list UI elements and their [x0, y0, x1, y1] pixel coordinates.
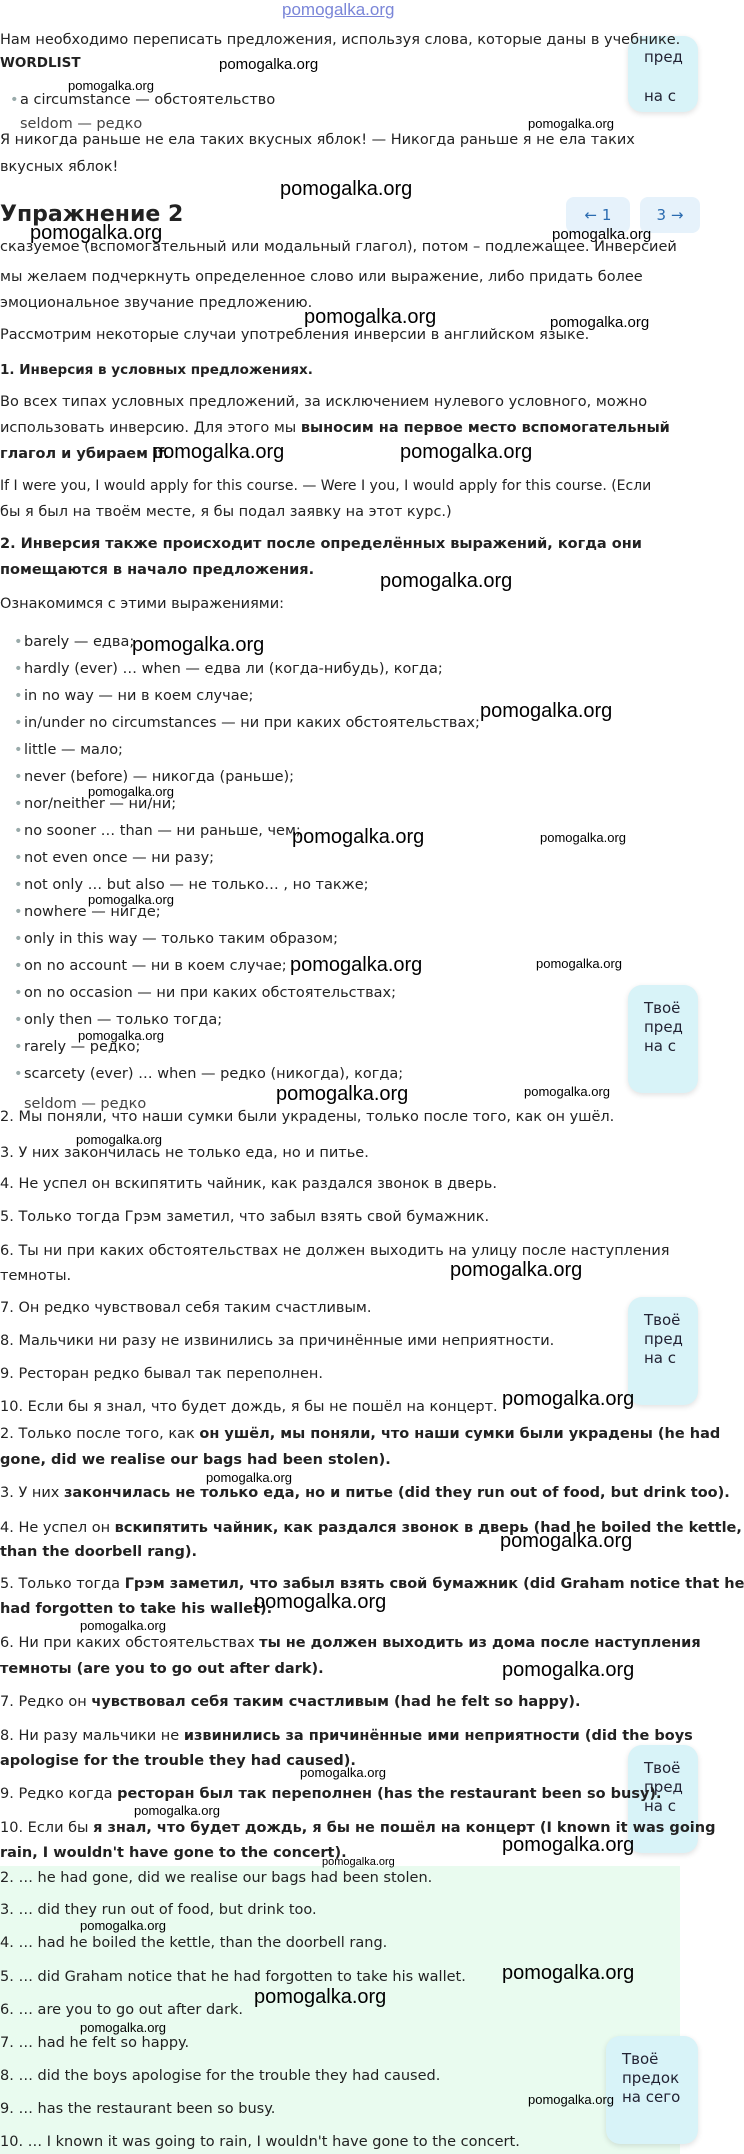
watermark: pomogalka.org: [500, 1530, 633, 1552]
explained-line: [0, 1483, 730, 1503]
watermark: pomogalka.org: [254, 1591, 387, 1613]
answer-line: 5. … did Graham notice that he had forgotten to take his wallet.: [0, 1969, 466, 1985]
theory-text: мы желаем подчеркнуть определенное слово или выражение, либо придать более: [0, 269, 643, 285]
side-promo-text: Твоё: [622, 2050, 659, 2068]
pager-next-button[interactable]: 3 →: [640, 197, 700, 233]
explained-part: 9. Редко когда: [0, 1786, 118, 1802]
watermark: pomogalka.org: [536, 956, 622, 971]
watermark: pomogalka.org: [219, 56, 319, 73]
answer-line: 3. … did they run out of food, but drink too.: [0, 1902, 317, 1918]
watermark: pomogalka.org: [80, 1618, 166, 1633]
watermark: pomogalka.org: [80, 1918, 166, 1933]
theory-heading: 1. Инверсия в условных предложениях.: [0, 362, 313, 378]
translation-line: 2. Мы поняли, что наши сумки были украдены, только после того, как он ушёл.: [0, 1109, 615, 1125]
explained-line: [0, 1633, 701, 1653]
watermark: pomogalka.org: [502, 1659, 635, 1681]
translation-line: 8. Мальчики ни разу не извинились за причинённые ими неприятности.: [0, 1333, 555, 1349]
translation-line: 5. Только тогда Грэм заметил, что забыл взять свой бумажник.: [0, 1209, 490, 1225]
watermark: pomogalka.org: [552, 226, 652, 243]
explained-bold: он ушёл, мы поняли, что наши сумки были украдены (he had: [199, 1426, 721, 1442]
explained-bold: чувствовал себя таким счастливым (had he felt so happy).: [91, 1694, 581, 1710]
theory-text-bold: выносим на первое место вспомогательный: [300, 420, 670, 436]
side-promo-text: пред: [644, 1778, 683, 1796]
explained-bold: apologise for the trouble they had caused).: [0, 1753, 356, 1769]
theory-text: [0, 418, 670, 438]
theory-text: Рассмотрим некоторые случаи употребления инверсии в английском языке.: [0, 327, 590, 343]
answer-line: 4. … had he boiled the kettle, than the doorbell rang.: [0, 1935, 388, 1951]
watermark: pomogalka.org: [276, 1083, 409, 1105]
translation-line: 3. У них закончилась не только еда, но и питье.: [0, 1145, 369, 1161]
watermark: pomogalka.org: [304, 306, 437, 328]
explained-bold: had forgotten to take his wallet).: [0, 1601, 273, 1617]
watermark: pomogalka.org: [68, 78, 154, 93]
translation-line: 10. Если бы я знал, что будет дождь, я бы не пошёл на концерт.: [0, 1399, 498, 1415]
watermark: pomogalka.org: [152, 441, 285, 463]
example-sentence: вкусных яблок!: [0, 159, 119, 175]
watermark: pomogalka.org: [80, 2020, 166, 2035]
theory-heading: 2. Инверсия также происходит после определённых выражений, когда они: [0, 536, 642, 552]
explained-bold: rain, I wouldn't have gone to the concert).: [0, 1845, 347, 1861]
theory-text-bold: глагол и убираем if.: [0, 446, 170, 462]
watermark: pomogalka.org: [524, 1084, 610, 1099]
watermark: pomogalka.org: [206, 1470, 292, 1485]
watermark: pomogalka.org: [322, 1856, 395, 1868]
expression-item: • in no way — ни в коем случае;: [24, 686, 253, 706]
expression-item: • not only … but also — не только… , но также;: [24, 875, 369, 895]
wordlist-item: • a circumstance — обстоятельство: [20, 90, 275, 110]
watermark: pomogalka.org: [132, 634, 265, 656]
expression-item: • not even once — ни разу;: [24, 848, 214, 868]
wordlist-item-clipped: seldom — редко: [20, 116, 143, 132]
side-promo-text: Твоё: [644, 1759, 681, 1777]
side-promo-text: предок: [622, 2069, 680, 2087]
expression-item: • nor/neither — ни/ни;: [24, 794, 176, 814]
watermark: pomogalka.org: [290, 954, 423, 976]
side-promo-text: пред: [644, 1018, 683, 1036]
explained-part: 4. Не успел он: [0, 1520, 115, 1536]
example-sentence: Я никогда раньше не ела таких вкусных яблок! — Никогда раньше я не ела таких: [0, 132, 635, 148]
translation-line: 4. Не успел он вскипятить чайник, как раздался звонок в дверь.: [0, 1176, 497, 1192]
theory-text: сказуемое (вспомогательный или модальный глагол), потом – подлежащее. Инверсией: [0, 239, 677, 255]
translation-line: 9. Ресторан редко бывал так переполнен.: [0, 1366, 324, 1382]
expression-item: • rarely — редко;: [24, 1037, 140, 1057]
expression-item: • scarcety (ever) … when — редко (никогда), когда;: [24, 1064, 403, 1084]
expression-item: • on no account — ни в коем случае;: [24, 956, 287, 976]
explained-part: 7. Редко он: [0, 1694, 92, 1710]
explained-bold: than the doorbell rang).: [0, 1544, 197, 1560]
expression-item: • only then — только тогда;: [24, 1010, 222, 1030]
theory-heading: помещаются в начало предложения.: [0, 562, 315, 578]
answer-line: 6. … are you to go out after dark.: [0, 2002, 244, 2018]
explained-bold: закончилась не только еда, но и питье (did they run out of food, but drink too).: [63, 1485, 730, 1501]
expression-item: • little — мало;: [24, 740, 123, 760]
side-promo-card[interactable]: [628, 1297, 698, 1405]
explained-bold: я знал, что будет дождь, я бы не пошёл на концерт (I known it was going: [93, 1820, 716, 1836]
expression-item: • never (before) — никогда (раньше);: [24, 767, 294, 787]
watermark: pomogalka.org: [528, 116, 614, 131]
explained-bold: ресторан был так переполнен (has the restaurant been so busy).: [117, 1786, 662, 1802]
translation-line: темноты.: [0, 1268, 72, 1284]
answer-line: 9. … has the restaurant been so busy.: [0, 2101, 276, 2117]
answer-line: 2. … he had gone, did we realise our bags had been stolen.: [0, 1870, 433, 1886]
explained-part: 10. Если бы: [0, 1820, 94, 1836]
expression-item: • no sooner … than — ни раньше, чем;: [24, 821, 301, 841]
side-promo-text: пред: [644, 48, 683, 66]
explained-bold: темноты (are you to go out after dark).: [0, 1661, 324, 1677]
explained-bold: ты не должен выходить из дома после наступления: [259, 1635, 701, 1651]
side-promo-text: Твоё: [644, 999, 681, 1017]
explained-bold: извинились за причинённые ими неприятности (did the boys: [183, 1728, 693, 1744]
side-promo-text: пред: [644, 1330, 683, 1348]
side-promo-text: Твоё: [644, 1311, 681, 1329]
side-promo-card[interactable]: [628, 985, 698, 1093]
theory-example: бы я был на твоём месте, я бы подал заявку на этот курс.): [0, 504, 452, 520]
watermark: pomogalka.org: [400, 441, 533, 463]
watermark: pomogalka.org: [292, 826, 425, 848]
translation-line: 6. Ты ни при каких обстоятельствах не должен выходить на улицу после наступления: [0, 1243, 670, 1259]
explained-part: 6. Ни при каких обстоятельствах: [0, 1635, 260, 1651]
intro-text: Нам необходимо переписать предложения, используя слова, которые даны в учебнике.: [0, 32, 681, 48]
expression-item: • only in this way — только таким образом;: [24, 929, 338, 949]
theory-example: If I were you, I would apply for this course. — Were I you, I would apply for this course. (Если: [0, 478, 652, 494]
explained-part: 2. Только после того, как: [0, 1426, 200, 1442]
side-promo-text: на с: [644, 1037, 677, 1055]
watermark: pomogalka.org: [540, 830, 626, 845]
explained-bold: вскипятить чайник, как раздался звонок в дверь (had he boiled the kettle,: [114, 1520, 742, 1536]
explained-part: 5. Только тогда: [0, 1576, 125, 1592]
explained-line: [0, 1726, 693, 1746]
translation-line: 7. Он редко чувствовал себя таким счастливым.: [0, 1300, 372, 1316]
watermark: pomogalka.org: [380, 570, 513, 592]
explained-line: [0, 1692, 581, 1712]
watermark: pomogalka.org: [528, 2092, 614, 2107]
watermark: pomogalka.org: [78, 1028, 164, 1043]
side-promo-text: на с: [644, 1797, 677, 1815]
watermark: pomogalka.org: [254, 1986, 387, 2008]
expression-item-clipped: seldom — редко: [24, 1096, 147, 1112]
explained-part: 8. Ни разу мальчики не: [0, 1728, 184, 1744]
explained-line: [0, 1424, 720, 1444]
answer-line: 10. … I known it was going to rain, I wouldn't have gone to the concert.: [0, 2134, 520, 2150]
expression-item: • in/under no circumstances — ни при каких обстоятельствах;: [24, 713, 480, 733]
explained-part: 3. У них: [0, 1485, 64, 1501]
expression-item: • nowhere — нигде;: [24, 902, 161, 922]
side-promo-text: на с: [644, 87, 677, 105]
expression-item: • barely — едва;: [24, 632, 134, 652]
watermark: pomogalka.org: [280, 178, 413, 200]
explained-bold: Грэм заметил, что забыл взять свой бумажник (did Graham notice that he: [124, 1576, 744, 1592]
watermark: pomogalka.org: [550, 314, 650, 331]
watermark: pomogalka.org: [480, 700, 613, 722]
answer-line: 8. … did the boys apologise for the trouble they had caused.: [0, 2068, 441, 2084]
answer-line: 7. … had he felt so happy.: [0, 2035, 190, 2051]
watermark: pomogalka.org: [88, 784, 174, 799]
explained-line: [0, 1784, 662, 1804]
exercise-title: Упражнение 2: [0, 202, 184, 227]
site-logo[interactable]: pomogalka.org: [282, 0, 395, 19]
side-promo-text: на сего: [622, 2088, 681, 2106]
expression-item: • on no occasion — ни при каких обстоятельствах;: [24, 983, 396, 1003]
explained-bold: gone, did we realise our bags had been stolen).: [0, 1452, 391, 1468]
pager-prev-button[interactable]: ← 1: [566, 197, 630, 233]
theory-text: эмоциональное звучание предложению.: [0, 295, 313, 311]
watermark: pomogalka.org: [502, 1834, 635, 1856]
watermark: pomogalka.org: [502, 1388, 635, 1410]
wordlist-title: WORDLIST: [0, 55, 81, 71]
watermark: pomogalka.org: [30, 222, 163, 244]
side-promo-card[interactable]: [606, 2036, 698, 2144]
theory-text-part: использовать инверсию. Для этого мы: [0, 420, 301, 436]
expression-item: • hardly (ever) … when — едва ли (когда-нибудь), когда;: [24, 659, 443, 679]
watermark: pomogalka.org: [502, 1962, 635, 1984]
watermark: pomogalka.org: [300, 1765, 386, 1780]
watermark: pomogalka.org: [76, 1132, 162, 1147]
watermark: pomogalka.org: [450, 1259, 583, 1281]
theory-text: Во всех типах условных предложений, за исключением нулевого условного, можно: [0, 394, 648, 410]
theory-text: Ознакомимся с этими выражениями:: [0, 596, 285, 612]
watermark: pomogalka.org: [88, 892, 174, 907]
watermark: pomogalka.org: [134, 1803, 220, 1818]
side-promo-text: на с: [644, 1349, 677, 1367]
